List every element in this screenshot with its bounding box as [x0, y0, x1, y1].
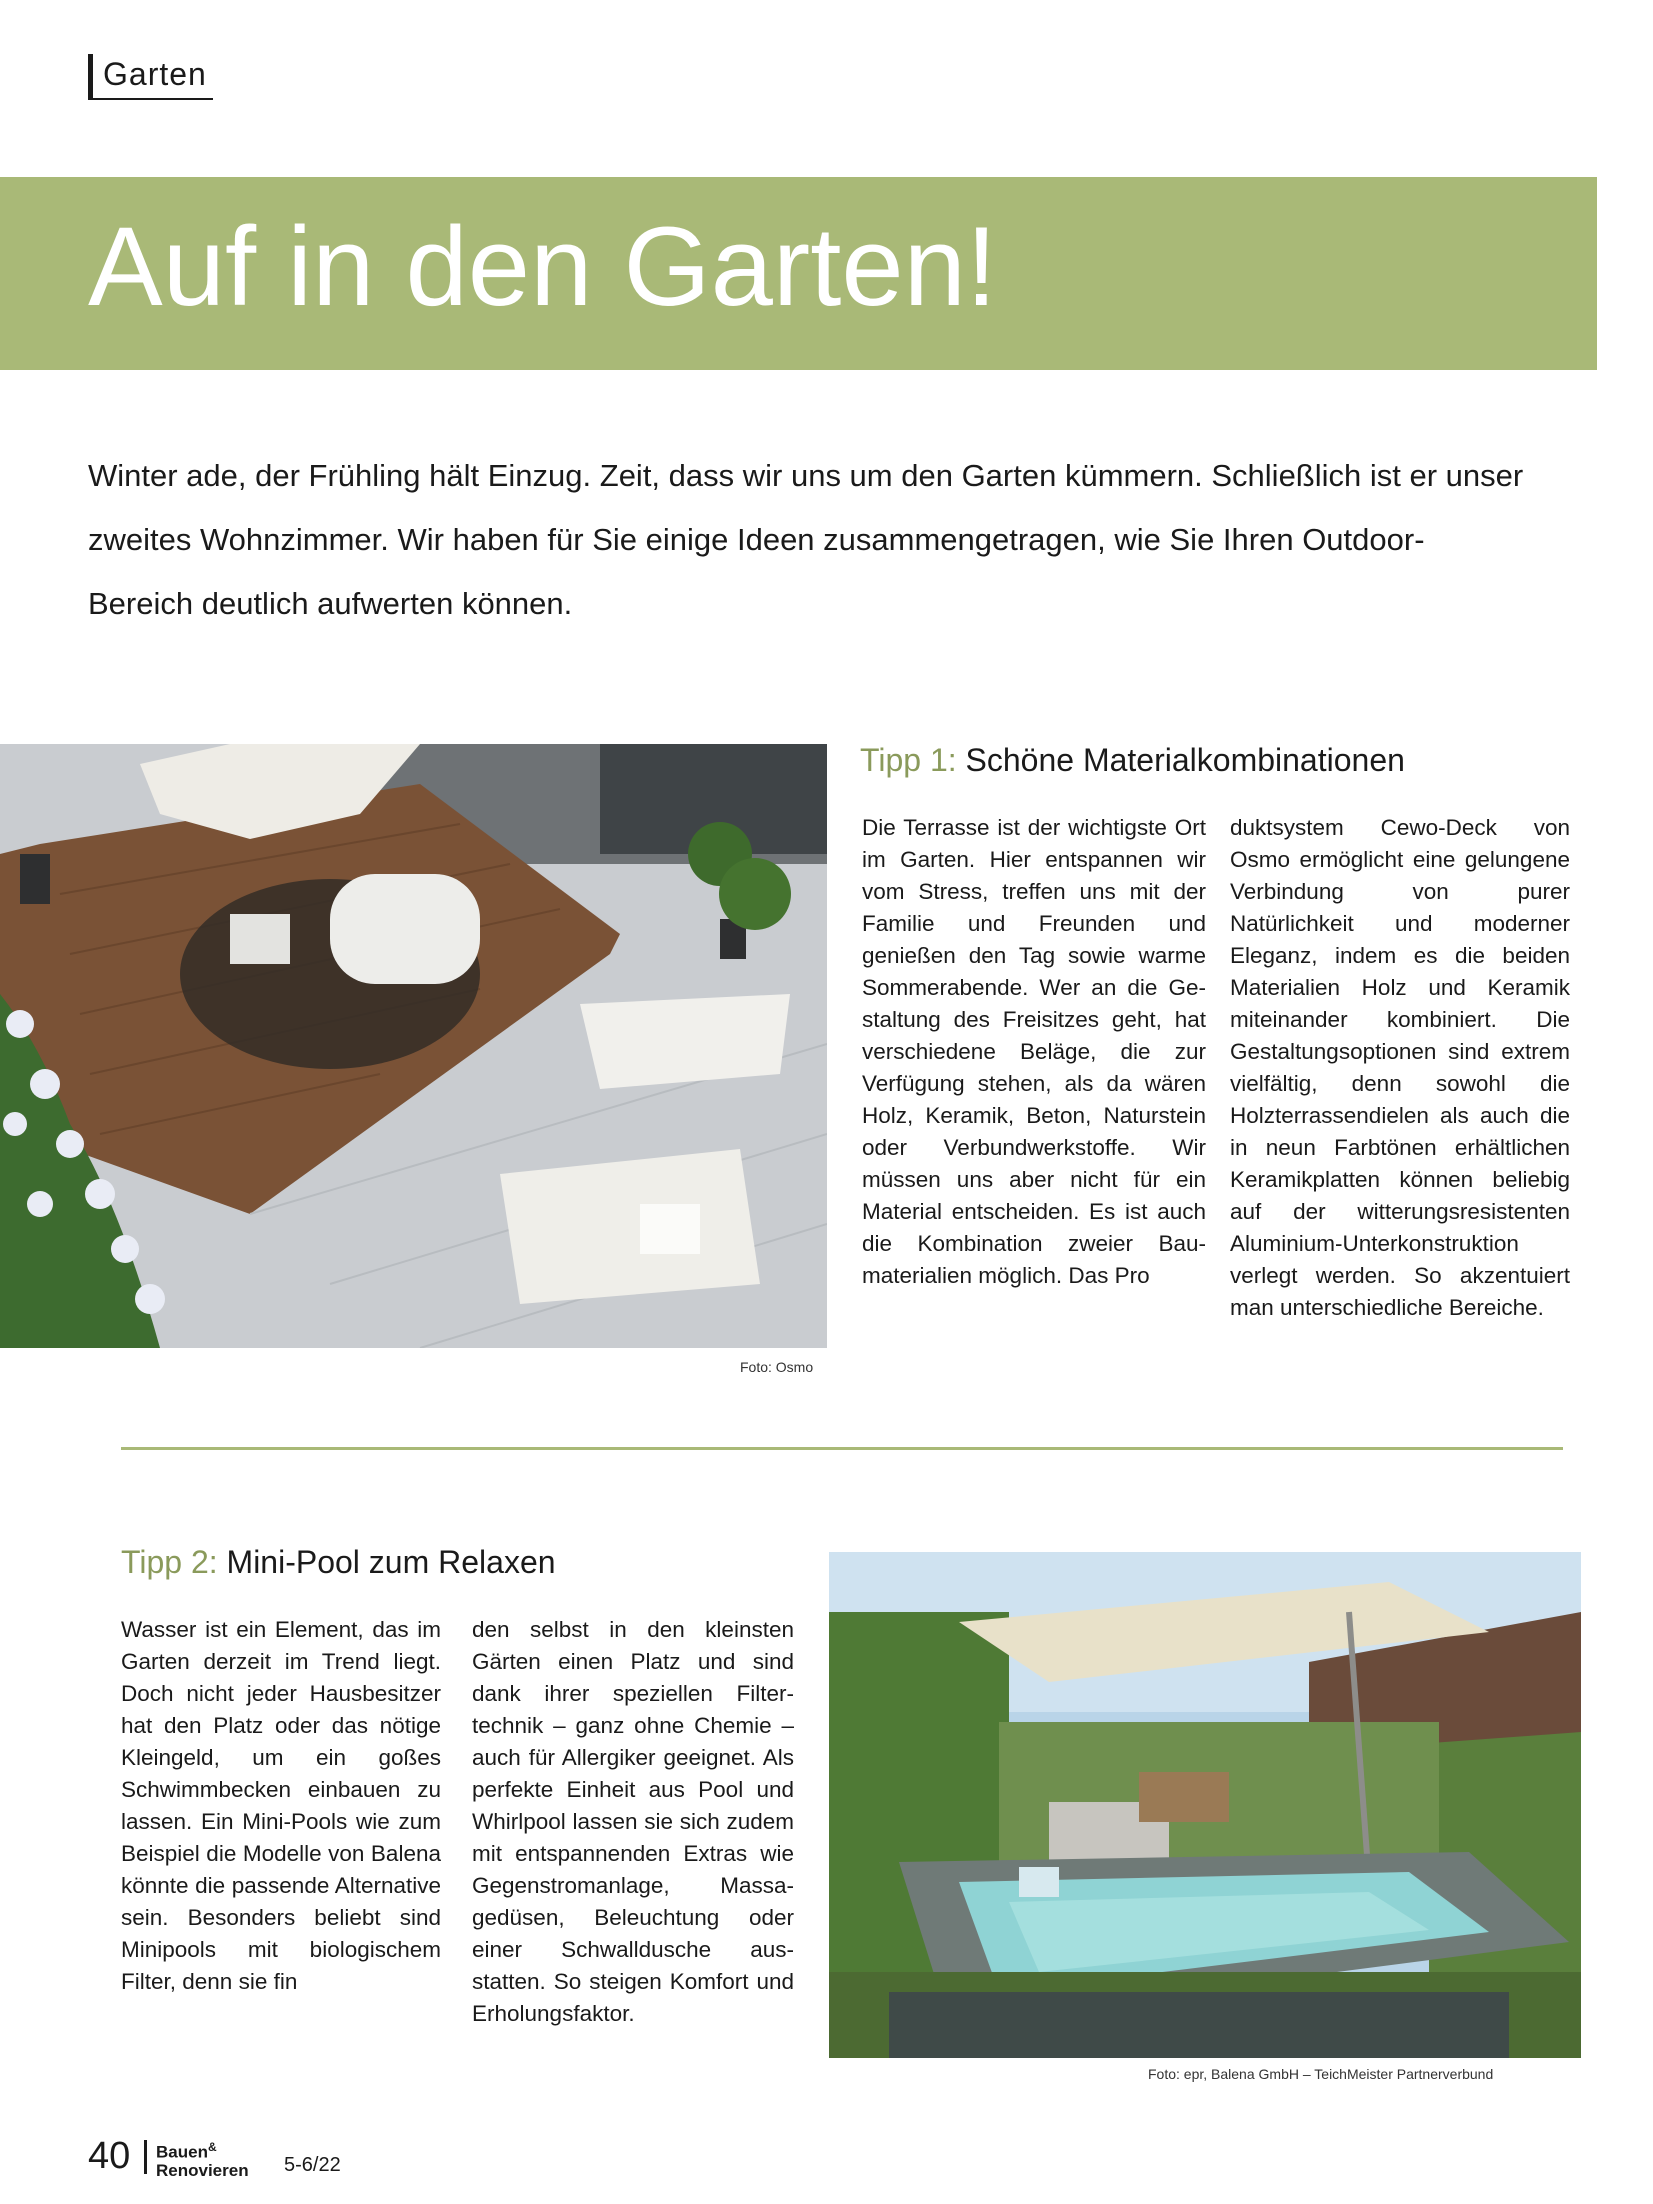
tip2-column-1: Wasser ist ein Element, das im Garten derzeit im Trend liegt. Doch nicht jeder Hausbesitzer hat den Platz oder das nötige Kleingeld, um ein goßes Schwimmbecken einbauen zu lassen. Ein Mini-Pools wie zum Beispiel die Modelle von Balena könnte die passende Alternative sein. Besonders beliebt sind Minipools mit biologischem Filter, denn sie fin	[121, 1617, 441, 1994]
terrace-illustration	[0, 744, 827, 1348]
page-title: Auf in den Garten!	[88, 204, 998, 329]
tip1-title: Schöne Materialkombinationen	[965, 742, 1405, 778]
section-label: Garten	[88, 54, 213, 100]
issue-number: 5-6/22	[284, 2154, 341, 2176]
mini-pool-photo	[829, 1552, 1581, 2058]
pool-illustration	[829, 1552, 1581, 2058]
tip2-label: Tipp 2:	[121, 1544, 218, 1580]
tip1-column-2: duktsystem Cewo-Deck von Osmo ermöglicht eine gelungene Verbindung von purer Natürlichkeit und moderner Eleganz, indem es die beiden Materialien Holz und Keramik miteinander kombiniert. Die Gestaltungsoptionen sind extrem vielfältig, denn sowohl die Holzterrassendielen als auch die in neun Farbtönen erhältlichen Keramikplatten können beliebig auf der witterungsresistenten Aluminium-Unterkonstruktion verlegt werden. So akzentuiert man unterschiedliche Bereiche.	[1230, 815, 1570, 1320]
tip2-column-2: den selbst in den kleinsten Gärten einen Platz und sind dank ihrer speziellen Filtertechnik – ganz ohne Chemie – auch für Allergiker geeignet. Als perfekte Einheit aus Pool und Whirlpool lassen sie sich zudem mit entspannenden Extras wie Gegenstromanlage, Massagedüsen, Beleuchtung oder einer Schwalldusche ausstatten. So steigen Komfort und Erholungsfaktor.	[472, 1617, 794, 2026]
page-number: 40	[88, 2135, 131, 2177]
tip2-title: Mini-Pool zum Relaxen	[226, 1544, 556, 1580]
tip1-column-1: Die Terrasse ist der wichtigste Ort im Garten. Hier entspannen wir vom Stress, treffen uns mit der Familie und Freunden und genießen den Tag sowie warme Sommerabende. Wer an die Gestaltung des Freisitzes geht, hat verschiedene Beläge, die zur Verfügung stehen, als da wären Holz, Keramik, Beton, Naturstein oder Verbundwerkstoffe. Wir müssen uns aber nicht für ein Material entscheiden. Es ist auch die Kombination zweier Baumaterialien möglich. Das Pro	[862, 815, 1206, 1288]
magazine-ampersand: &	[207, 2140, 217, 2154]
photo-credit-2: Foto: epr, Balena GmbH – TeichMeister Partnerverbund	[1148, 2066, 1494, 2082]
title-band	[0, 177, 1597, 370]
magazine-logo	[156, 2138, 249, 2180]
photo-credit-1: Foto: Osmo	[740, 1359, 814, 1375]
magazine-line-2: Renovieren	[156, 2160, 249, 2180]
tip1-label: Tipp 1:	[860, 742, 957, 778]
footer-separator	[144, 2140, 147, 2174]
section-divider	[121, 1447, 1563, 1450]
intro-text: Winter ade, der Frühling hält Einzug. Zeit, dass wir uns um den Garten kümmern. Schließlich ist er unser zweites Wohnzimmer. Wir haben für Sie einige Ideen zusammengetragen, wie Sie Ihren Outdoor-Bereich deutlich aufwerten können.	[88, 458, 1524, 621]
tip2-heading	[121, 1542, 556, 1582]
magazine-line-1: Bauen	[156, 2142, 208, 2162]
tip1-heading	[860, 740, 1405, 780]
terrace-photo	[0, 744, 827, 1348]
